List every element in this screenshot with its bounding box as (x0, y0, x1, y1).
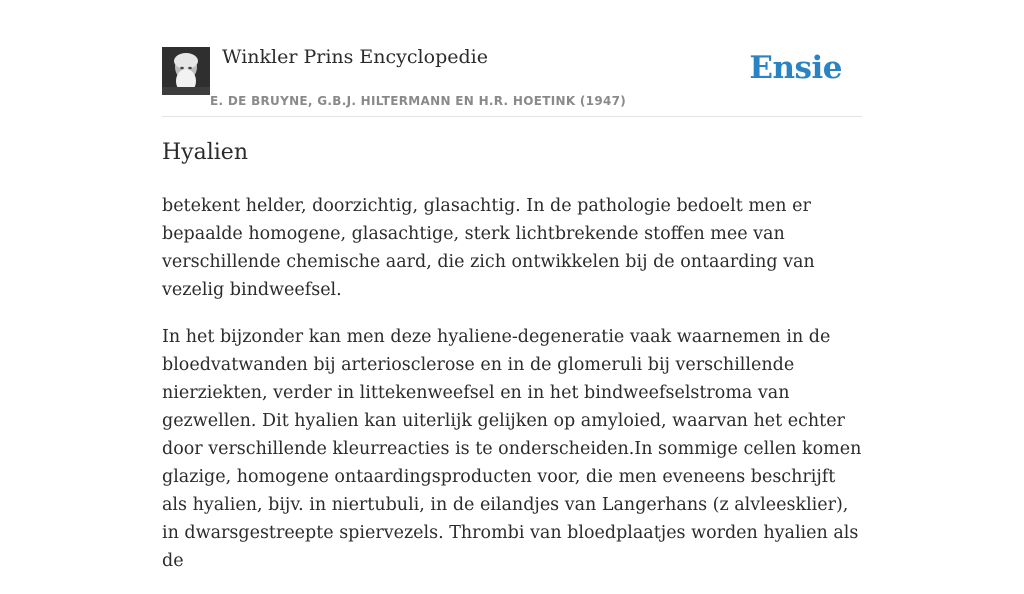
source-title[interactable]: Winkler Prins Encyclopedie (222, 46, 488, 68)
entry-body (162, 192, 862, 594)
ensie-logo[interactable]: Ensie (749, 50, 842, 86)
entry-paragraph: In het bijzonder kan men deze hyaliene-degeneratie vaak waarnemen in de bloedvatwanden bij arteriosclerose en in de glomeruli bij verschillende nierziekten, verder in littekenweefsel en in het bindweefselstroma van gezwellen. Dit hyalien kan uiterlijk gelijken op amyloied, waarvan het echter door verschillende kleurreacties is te onderscheiden.In sommige cellen komen glazige, homogene ontaardingsproducten voor, die men eveneens beschrijft als hyalien, bijv. in niertubuli, in de eilandjes van Langerhans (z alvleesklier), in dwarsgestreepte spiervezels. Thrombi van bloedplaatjes worden hyalien als de (162, 327, 862, 571)
entry-title: Hyalien (162, 140, 248, 165)
source-header (162, 44, 862, 117)
source-authors: E. DE BRUYNE, G.B.J. HILTERMANN EN H.R. HOETINK (1947) (210, 94, 627, 108)
author-avatar[interactable] (162, 47, 210, 95)
entry-paragraph: betekent helder, doorzichtig, glasachtig. In de pathologie bedoelt men er bepaalde homogene, glasachtige, sterk lichtbrekende stoffen mee van verschillende chemische aard, die zich ontwikkelen bij de ontaarding van vezelig bindweefsel. (162, 196, 815, 300)
portrait-photo-icon (162, 47, 210, 95)
article-page (162, 0, 862, 571)
